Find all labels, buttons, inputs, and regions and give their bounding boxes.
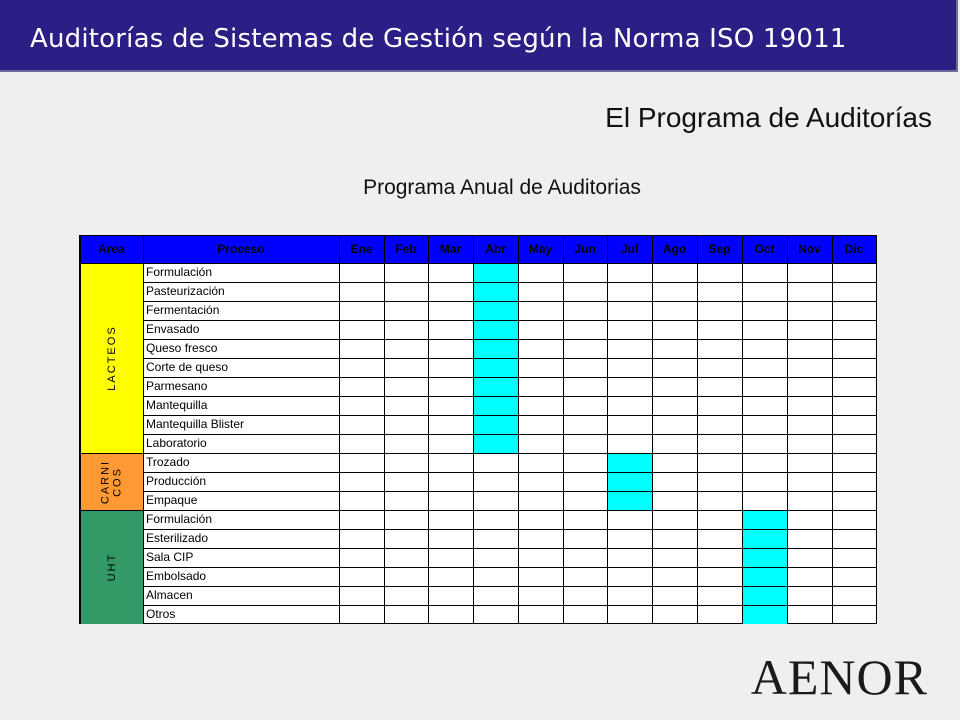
scheduled-cell [473, 396, 518, 415]
scheduled-cell [473, 320, 518, 339]
scheduled-cell [473, 301, 518, 320]
area-label-uht: UHT [105, 552, 118, 582]
process-label: Mantequilla Blister [146, 417, 245, 431]
scheduled-cell [473, 358, 518, 377]
header-month-abr: Abr [485, 242, 506, 256]
process-label: Embolsado [146, 569, 207, 583]
header-proceso: Proceso [217, 242, 265, 256]
scheduled-cell [742, 529, 787, 548]
process-label: Empaque [146, 493, 198, 507]
scheduled-cell [742, 548, 787, 567]
scheduled-cell [742, 567, 787, 586]
scheduled-cell [607, 491, 652, 510]
header-month-jul: Jul [620, 242, 639, 256]
scheduled-cell [473, 282, 518, 301]
process-label: Parmesano [146, 379, 208, 393]
aenor-logo: AENOR [750, 649, 928, 705]
process-label: Fermentación [146, 303, 220, 317]
header-month-nov: Nov [798, 242, 821, 256]
header-month-may: May [528, 242, 553, 256]
header-month-mar: Mar [439, 242, 462, 256]
process-label: Almacen [146, 588, 193, 602]
scheduled-cell [742, 586, 787, 605]
scheduled-cell [607, 472, 652, 491]
process-label: Corte de queso [146, 360, 229, 374]
header-month-ago: Ago [662, 242, 687, 256]
header-month-sep: Sep [708, 242, 731, 256]
section-title: El Programa de Auditorías [605, 102, 932, 133]
header-month-ene: Ene [350, 242, 373, 256]
process-label: Trozado [146, 455, 190, 469]
scheduled-cell [607, 453, 652, 472]
header-month-oct: Oct [754, 242, 775, 256]
scheduled-cell [742, 605, 787, 624]
scheduled-cell [473, 263, 518, 282]
process-label: Envasado [146, 322, 200, 336]
scheduled-cell [473, 415, 518, 434]
header-month-feb: Feb [395, 242, 417, 256]
process-label: Esterilizado [146, 531, 209, 545]
process-label: Laboratorio [146, 436, 207, 450]
header-month-jun: Jun [574, 242, 596, 256]
header-area: Area [98, 242, 125, 256]
scheduled-cell [742, 510, 787, 529]
area-label-lacteos: LACTEOS [105, 325, 118, 391]
title-banner [0, 0, 958, 72]
process-label: Pasteurización [146, 284, 225, 298]
process-label: Queso fresco [146, 341, 218, 355]
process-label: Formulación [146, 265, 213, 279]
process-label: Sala CIP [146, 550, 194, 564]
area-label-carnicos: CARNI COS [99, 459, 124, 504]
table-title: Programa Anual de Auditorias [363, 176, 641, 199]
process-label: Otros [146, 607, 176, 621]
process-label: Producción [146, 474, 207, 488]
banner-title: Auditorías de Sistemas de Gestión según la Norma ISO 19011 [30, 24, 847, 54]
scheduled-cell [473, 434, 518, 453]
scheduled-cell [473, 339, 518, 358]
header-month-dic: Dic [844, 242, 864, 256]
scheduled-cell [473, 377, 518, 396]
process-label: Formulación [146, 512, 213, 526]
process-label: Mantequilla [146, 398, 208, 412]
